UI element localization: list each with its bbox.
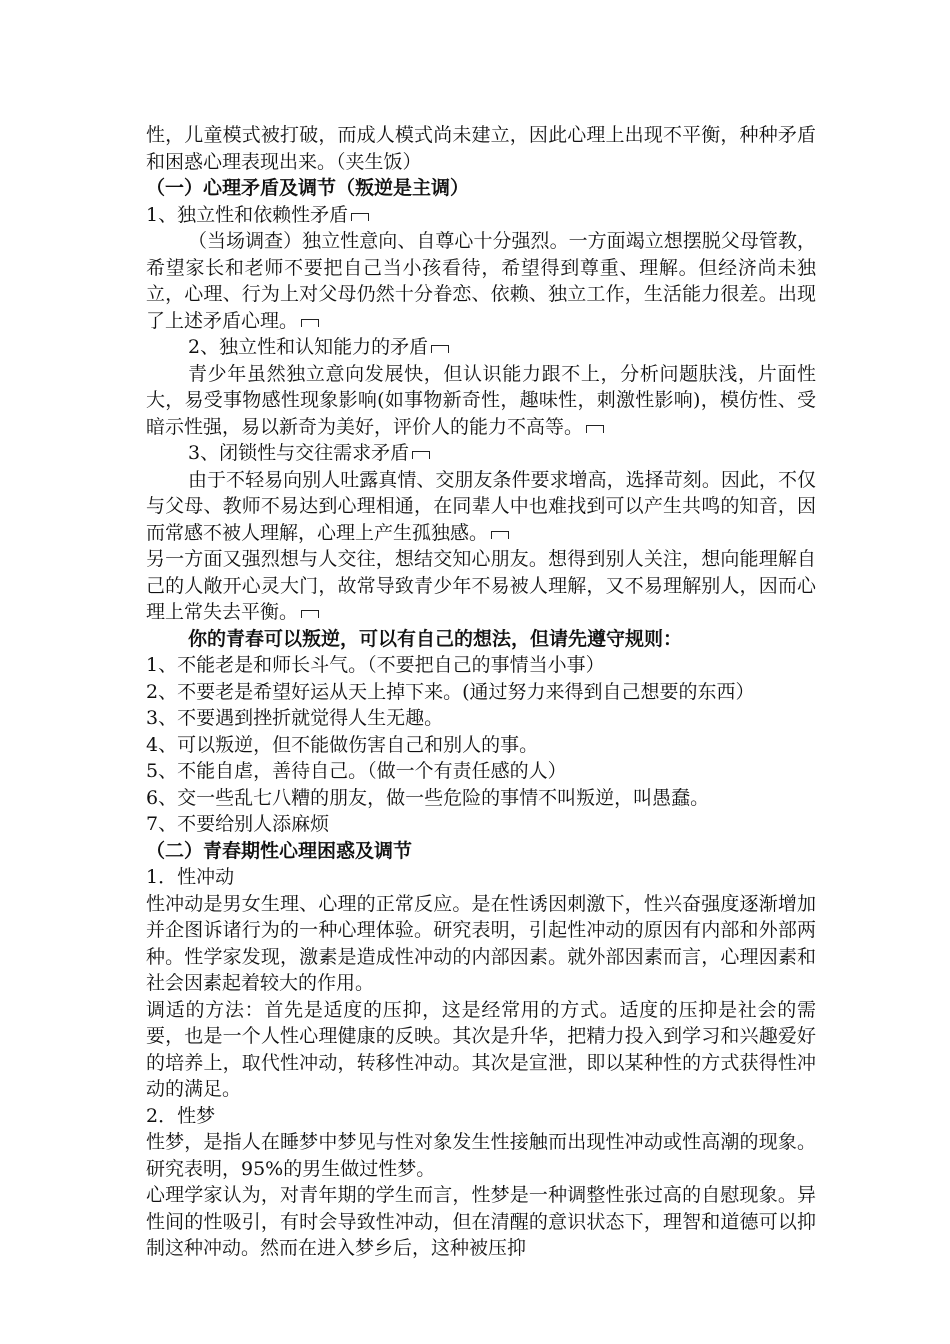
item2-title-line bbox=[146, 334, 816, 361]
rule-item: 3、不要遇到挫折就觉得人生无趣。 bbox=[146, 707, 444, 729]
document-body bbox=[146, 122, 816, 1262]
item3-body-a: 由于不轻易向别人吐露真情、交朋友条件要求增高，选择苛刻。因此，不仅与父母、教师不易达到心理相通，在同辈人中也难找到可以产生共鸣的知音，因而常感不被人理解，心理上产生孤独感。 bbox=[146, 468, 816, 544]
rule-item: 4、可以叛逆，但不能做伤害自己和别人的事。 bbox=[146, 733, 539, 756]
sub1-paragraph-1: 性冲动是男女生理、心理的正常反应。是在性诱因刺激下，性兴奋强度逐渐增加并企图诉诸行为的一种心理体验。研究表明，引起性冲动的原因有内部和外部两种。性学家发现，激素是造成性冲动的内部因素。就外部因素而言，心理因素和社会因素起着较大的作用。 bbox=[146, 892, 816, 994]
rules-heading: 你的青春可以叛逆，可以有自己的想法，但请先遵守规则： bbox=[188, 627, 683, 650]
item2-body-line bbox=[146, 361, 816, 441]
item3-title: 3、闭锁性与交往需求矛盾 bbox=[188, 442, 410, 464]
sub2-paragraph-1: 性梦，是指人在睡梦中梦见与性对象发生性接触而出现性冲动或性高潮的现象。研究表明，95%的男生做过性梦。 bbox=[146, 1131, 816, 1180]
sub1-title: 1．性冲动 bbox=[146, 866, 235, 888]
rule-item: 1、不能老是和师长斗气。（不要把自己的事情当小事） bbox=[146, 654, 605, 676]
rule-item: 2、不要老是希望好运从天上掉下来。(通过努力来得到自己想要的东西） bbox=[146, 680, 755, 703]
rule-item: 6、交一些乱七八糟的朋友，做一些危险的事情不叫叛逆，叫愚蠢。 bbox=[146, 786, 710, 809]
intro-paragraph: 性，儿童模式被打破，而成人模式尚未建立，因此心理上出现不平衡，种种矛盾和困惑心理表现出来。（夹生饭） bbox=[146, 124, 816, 173]
item3-title-line bbox=[146, 440, 816, 467]
paragraph-mark-icon bbox=[351, 213, 369, 221]
section1-heading: （一）心理矛盾及调节（叛逆是主调） bbox=[146, 177, 470, 199]
rule-item: 5、不能自虐，善待自己。（做一个有责任感的人） bbox=[146, 760, 567, 782]
item2-title: 2、独立性和认知能力的矛盾 bbox=[188, 336, 429, 358]
item3-body-b: 另一方面又强烈想与人交往，想结交知心朋友。想得到别人关注，想向能理解自己的人敞开心灵大门，故常导致青少年不易被人理解，又不易理解别人，因而心理上常失去平衡。 bbox=[146, 548, 816, 623]
paragraph-mark-icon bbox=[431, 345, 449, 353]
paragraph-mark-icon bbox=[301, 610, 319, 618]
paragraph-mark-icon bbox=[301, 319, 319, 327]
item1-title-line bbox=[146, 202, 816, 229]
section2-heading: （二）青春期性心理困惑及调节 bbox=[146, 839, 413, 862]
sub2-paragraph-2: 心理学家认为，对青年期的学生而言，性梦是一种调整性张过高的自慰现象。异性间的性吸引，有时会导致性冲动，但在清醒的意识状态下，理智和道德可以抑制这种冲动。然而在进入梦乡后，这种被压抑 bbox=[146, 1184, 816, 1259]
item2-body: 青少年虽然独立意向发展快，但认识能力跟不上，分析问题肤浅，片面性大，易受事物感性现象影响(如事物新奇性，趣味性，刺激性影响)，模仿性、受暗示性强，易以新奇为美好，评价人的能力不高等。 bbox=[146, 362, 816, 438]
item1-body: （当场调查）独立性意向、自尊心十分强烈。一方面竭立想摆脱父母管教，希望家长和老师不要把自己当小孩看待，希望得到尊重、理解。但经济尚未独立，心理、行为上对父母仍然十分眷恋、依赖、独立工作，生活能力很差。出现了上述矛盾心理。 bbox=[146, 230, 816, 332]
item3-body-a-line bbox=[146, 467, 816, 547]
paragraph-mark-icon bbox=[412, 451, 430, 459]
item1-title: 1、独立性和依赖性矛盾 bbox=[146, 203, 349, 226]
item3-body-b-line bbox=[146, 546, 816, 626]
sub2-title: 2．性梦 bbox=[146, 1104, 216, 1127]
rule-item: 7、不要给别人添麻烦 bbox=[146, 813, 330, 835]
item1-body-line bbox=[146, 228, 816, 334]
sub1-paragraph-2: 调适的方法：首先是适度的压抑，这是经常用的方式。适度的压抑是社会的需要，也是一个人性心理健康的反映。其次是升华，把精力投入到学习和兴趣爱好的培养上，取代性冲动，转移性冲动。其次是宣泄，即以某种性的方式获得性冲动的满足。 bbox=[146, 998, 816, 1100]
paragraph-mark-icon bbox=[491, 531, 509, 539]
paragraph-mark-icon bbox=[586, 425, 604, 433]
